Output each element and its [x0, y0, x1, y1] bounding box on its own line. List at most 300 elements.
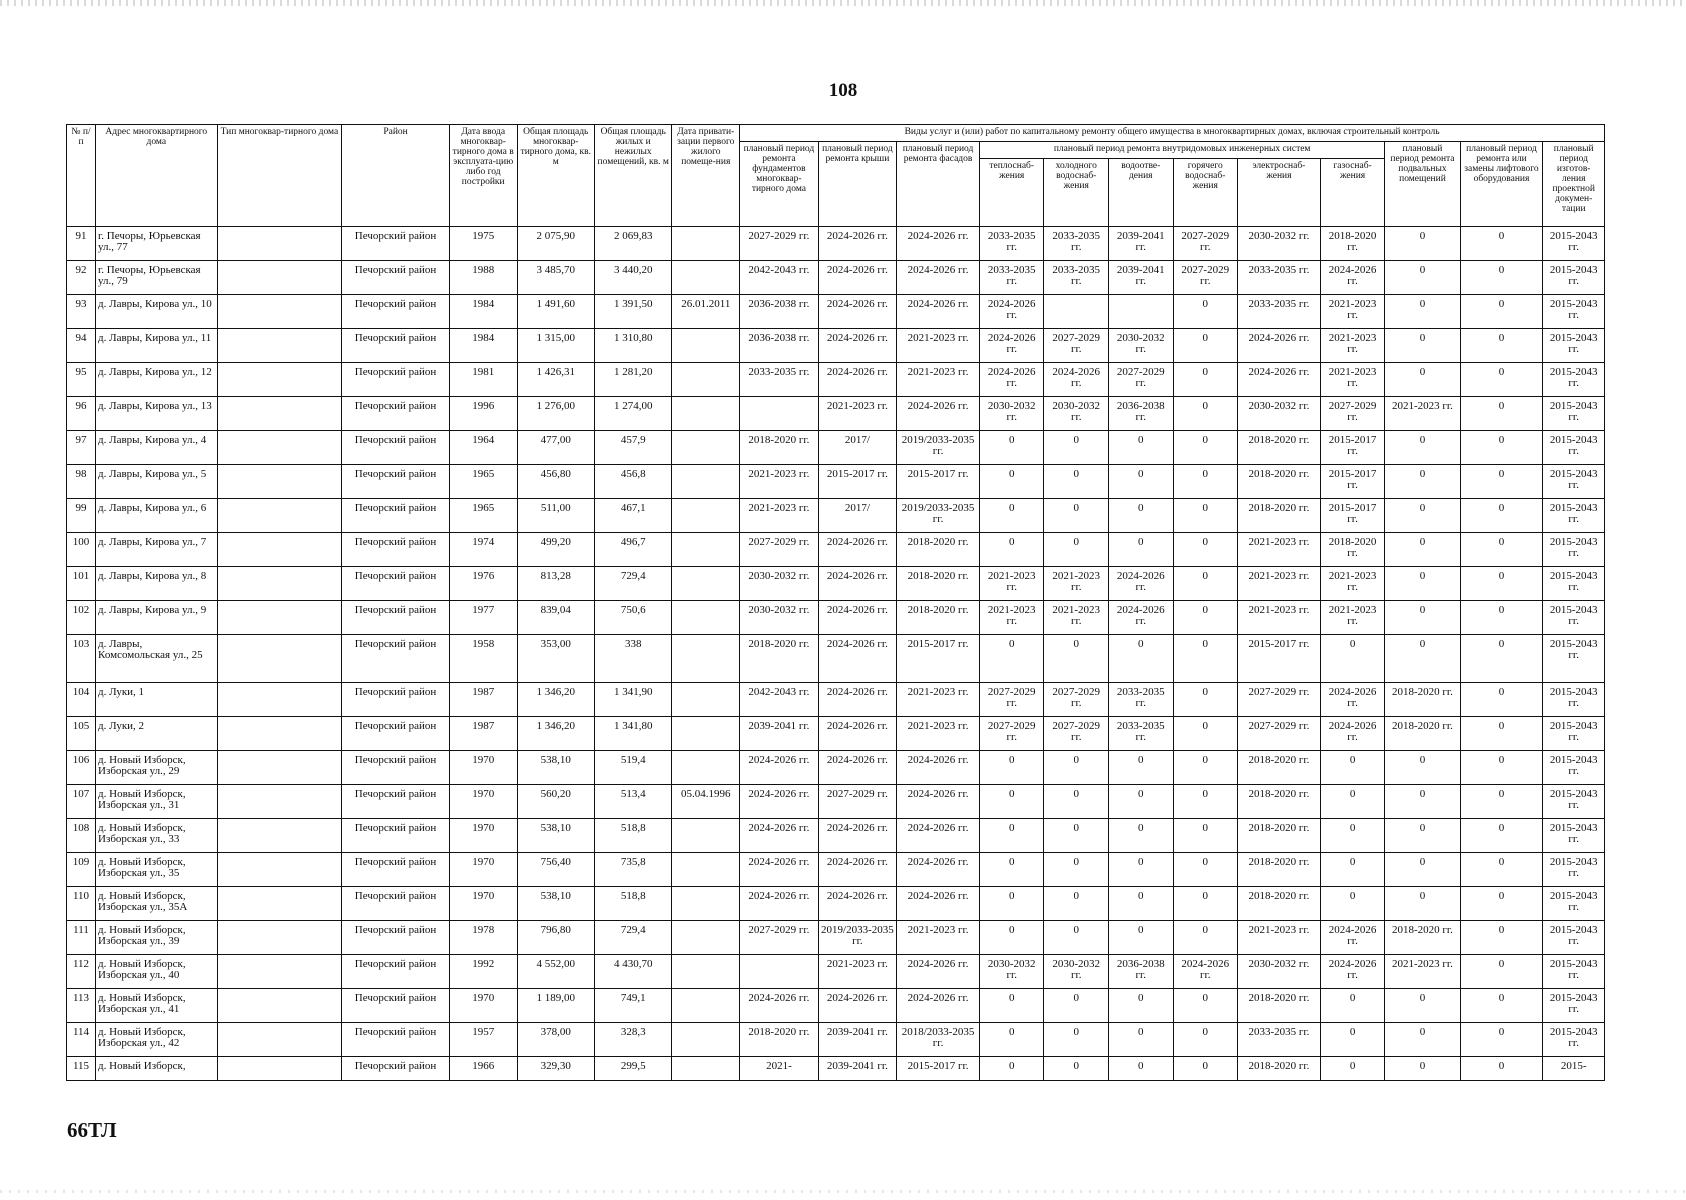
row-privatization-date-cell	[672, 363, 740, 397]
row-cold-water-cell: 2030-2032 гг.	[1044, 955, 1109, 989]
row-drainage-cell: 2024-2026 гг.	[1108, 601, 1173, 635]
row-design-docs-cell: 2015-2043 гг.	[1543, 567, 1605, 601]
row-hot-water-cell: 0	[1173, 363, 1238, 397]
row-house-type-cell	[217, 295, 342, 329]
row-commission-date-cell: 1977	[449, 601, 517, 635]
row-design-docs-cell: 2015-2043 гг.	[1543, 921, 1605, 955]
row-hot-water-cell: 0	[1173, 295, 1238, 329]
header-total-area: Общая площадь многоквар-тирного дома, кв. м	[517, 125, 594, 227]
row-address-cell: д. Новый Изборск, Изборская ул., 35А	[96, 887, 218, 921]
header-num: № п/п	[67, 125, 96, 227]
row-elevator-cell: 0	[1460, 363, 1543, 397]
row-district-cell: Печорский район	[342, 635, 450, 683]
header-engineering-group: плановый период ремонта внутридомовых инженерных систем	[979, 142, 1384, 159]
row-design-docs-cell: 2015-2043 гг.	[1543, 717, 1605, 751]
row-gas-cell: 0	[1320, 989, 1385, 1023]
row-living-area-cell: 750,6	[594, 601, 671, 635]
row-foundation-cell: 2024-2026 гг.	[740, 853, 819, 887]
row-gas-cell: 2024-2026 гг.	[1320, 261, 1385, 295]
row-electricity-cell: 2030-2032 гг.	[1238, 227, 1321, 261]
row-living-area-cell: 456,8	[594, 465, 671, 499]
row-foundation-cell: 2024-2026 гг.	[740, 751, 819, 785]
row-drainage-cell: 0	[1108, 431, 1173, 465]
row-num-cell: 115	[67, 1057, 96, 1081]
row-hot-water-cell: 0	[1173, 717, 1238, 751]
row-living-area-cell: 1 310,80	[594, 329, 671, 363]
row-gas-cell: 2024-2026 гг.	[1320, 921, 1385, 955]
row-commission-date-cell: 1981	[449, 363, 517, 397]
row-house-type-cell	[217, 567, 342, 601]
row-facade-cell: 2024-2026 гг.	[897, 853, 980, 887]
row-drainage-cell: 0	[1108, 853, 1173, 887]
row-facade-cell: 2024-2026 гг.	[897, 261, 980, 295]
table-row	[67, 635, 1605, 683]
row-electricity-cell: 2027-2029 гг.	[1238, 683, 1321, 717]
row-elevator-cell: 0	[1460, 989, 1543, 1023]
row-cold-water-cell: 0	[1044, 1057, 1109, 1081]
row-living-area-cell: 518,8	[594, 887, 671, 921]
row-roof-cell: 2015-2017 гг.	[818, 465, 897, 499]
row-design-docs-cell: 2015-2043 гг.	[1543, 955, 1605, 989]
row-gas-cell: 2024-2026 гг.	[1320, 717, 1385, 751]
row-design-docs-cell: 2015-2043 гг.	[1543, 751, 1605, 785]
row-district-cell: Печорский район	[342, 261, 450, 295]
row-living-area-cell: 2 069,83	[594, 227, 671, 261]
row-heating-cell: 0	[979, 533, 1044, 567]
row-gas-cell: 0	[1320, 751, 1385, 785]
row-commission-date-cell: 1970	[449, 819, 517, 853]
row-foundation-cell: 2024-2026 гг.	[740, 887, 819, 921]
row-foundation-cell: 2042-2043 гг.	[740, 683, 819, 717]
row-basement-cell: 0	[1385, 295, 1460, 329]
row-cold-water-cell: 2033-2035 гг.	[1044, 227, 1109, 261]
row-hot-water-cell: 0	[1173, 1057, 1238, 1081]
row-hot-water-cell: 0	[1173, 499, 1238, 533]
row-heating-cell: 0	[979, 465, 1044, 499]
row-total-area-cell: 2 075,90	[517, 227, 594, 261]
row-heating-cell: 0	[979, 635, 1044, 683]
row-cold-water-cell: 2027-2029 гг.	[1044, 329, 1109, 363]
row-house-type-cell	[217, 601, 342, 635]
header-elevator: плановый период ремонта или замены лифтового оборудования	[1460, 142, 1543, 227]
row-drainage-cell: 0	[1108, 819, 1173, 853]
row-basement-cell: 0	[1385, 785, 1460, 819]
table-row	[67, 465, 1605, 499]
row-heating-cell: 2033-2035 гг.	[979, 261, 1044, 295]
row-electricity-cell: 2018-2020 гг.	[1238, 499, 1321, 533]
row-electricity-cell: 2018-2020 гг.	[1238, 887, 1321, 921]
row-basement-cell: 0	[1385, 853, 1460, 887]
row-district-cell: Печорский район	[342, 955, 450, 989]
row-roof-cell: 2024-2026 гг.	[818, 295, 897, 329]
row-cold-water-cell: 2027-2029 гг.	[1044, 683, 1109, 717]
table-row	[67, 921, 1605, 955]
row-hot-water-cell: 0	[1173, 397, 1238, 431]
row-privatization-date-cell	[672, 227, 740, 261]
table-row	[67, 989, 1605, 1023]
row-privatization-date-cell	[672, 1057, 740, 1081]
row-design-docs-cell: 2015-2043 гг.	[1543, 431, 1605, 465]
row-district-cell: Печорский район	[342, 683, 450, 717]
row-drainage-cell: 0	[1108, 635, 1173, 683]
row-elevator-cell: 0	[1460, 635, 1543, 683]
row-design-docs-cell: 2015-2043 гг.	[1543, 683, 1605, 717]
header-cold-water: холодного водоснаб-жения	[1044, 159, 1109, 227]
row-drainage-cell: 2024-2026 гг.	[1108, 567, 1173, 601]
row-hot-water-cell: 0	[1173, 567, 1238, 601]
row-elevator-cell: 0	[1460, 261, 1543, 295]
row-total-area-cell: 499,20	[517, 533, 594, 567]
row-heating-cell: 2024-2026 гг.	[979, 295, 1044, 329]
header-drainage: водоотве-дения	[1108, 159, 1173, 227]
row-roof-cell: 2024-2026 гг.	[818, 363, 897, 397]
row-heating-cell: 0	[979, 499, 1044, 533]
table-row	[67, 533, 1605, 567]
row-gas-cell: 2021-2023 гг.	[1320, 295, 1385, 329]
row-house-type-cell	[217, 853, 342, 887]
row-num-cell: 107	[67, 785, 96, 819]
row-basement-cell: 2021-2023 гг.	[1385, 955, 1460, 989]
row-hot-water-cell: 0	[1173, 853, 1238, 887]
row-electricity-cell: 2021-2023 гг.	[1238, 921, 1321, 955]
row-living-area-cell: 457,9	[594, 431, 671, 465]
row-basement-cell: 0	[1385, 1023, 1460, 1057]
row-house-type-cell	[217, 785, 342, 819]
row-cold-water-cell: 0	[1044, 1023, 1109, 1057]
row-heating-cell: 0	[979, 1023, 1044, 1057]
row-address-cell: г. Печоры, Юрьевская ул., 77	[96, 227, 218, 261]
row-address-cell: д. Лавры, Кирова ул., 10	[96, 295, 218, 329]
row-house-type-cell	[217, 1023, 342, 1057]
header-design-docs: плановый период изготов-ления проектной докумен-тации	[1543, 142, 1605, 227]
row-cold-water-cell: 0	[1044, 533, 1109, 567]
row-address-cell: д. Новый Изборск, Изборская ул., 33	[96, 819, 218, 853]
row-electricity-cell: 2024-2026 гг.	[1238, 329, 1321, 363]
row-elevator-cell: 0	[1460, 683, 1543, 717]
row-elevator-cell: 0	[1460, 227, 1543, 261]
table-row	[67, 567, 1605, 601]
row-design-docs-cell: 2015-2043 гг.	[1543, 853, 1605, 887]
row-total-area-cell: 1 346,20	[517, 717, 594, 751]
row-hot-water-cell: 2027-2029 гг.	[1173, 227, 1238, 261]
row-electricity-cell: 2033-2035 гг.	[1238, 261, 1321, 295]
row-foundation-cell: 2027-2029 гг.	[740, 227, 819, 261]
row-facade-cell: 2021-2023 гг.	[897, 329, 980, 363]
row-num-cell: 91	[67, 227, 96, 261]
row-living-area-cell: 467,1	[594, 499, 671, 533]
row-commission-date-cell: 1988	[449, 261, 517, 295]
row-privatization-date-cell	[672, 431, 740, 465]
table-row	[67, 431, 1605, 465]
row-total-area-cell: 4 552,00	[517, 955, 594, 989]
header-foundation: плановый период ремонта фундаментов многоквар-тирного дома	[740, 142, 819, 227]
row-district-cell: Печорский район	[342, 431, 450, 465]
row-district-cell: Печорский район	[342, 717, 450, 751]
row-design-docs-cell: 2015-2043 гг.	[1543, 227, 1605, 261]
row-drainage-cell: 0	[1108, 1057, 1173, 1081]
row-living-area-cell: 1 281,20	[594, 363, 671, 397]
row-heating-cell: 0	[979, 819, 1044, 853]
row-num-cell: 92	[67, 261, 96, 295]
row-privatization-date-cell	[672, 989, 740, 1023]
row-elevator-cell: 0	[1460, 329, 1543, 363]
row-address-cell: д. Новый Изборск, Изборская ул., 31	[96, 785, 218, 819]
header-district: Район	[342, 125, 450, 227]
row-foundation-cell: 2030-2032 гг.	[740, 601, 819, 635]
row-basement-cell: 0	[1385, 887, 1460, 921]
row-commission-date-cell: 1966	[449, 1057, 517, 1081]
row-district-cell: Печорский район	[342, 887, 450, 921]
row-total-area-cell: 353,00	[517, 635, 594, 683]
row-address-cell: д. Новый Изборск, Изборская ул., 39	[96, 921, 218, 955]
row-foundation-cell: 2027-2029 гг.	[740, 533, 819, 567]
row-district-cell: Печорский район	[342, 227, 450, 261]
row-basement-cell: 0	[1385, 819, 1460, 853]
row-total-area-cell: 1 491,60	[517, 295, 594, 329]
row-total-area-cell: 538,10	[517, 887, 594, 921]
row-foundation-cell: 2018-2020 гг.	[740, 431, 819, 465]
row-address-cell: д. Луки, 1	[96, 683, 218, 717]
row-gas-cell: 2027-2029 гг.	[1320, 397, 1385, 431]
row-total-area-cell: 1 189,00	[517, 989, 594, 1023]
row-commission-date-cell: 1974	[449, 533, 517, 567]
row-electricity-cell: 2018-2020 гг.	[1238, 1057, 1321, 1081]
row-design-docs-cell: 2015-2043 гг.	[1543, 785, 1605, 819]
row-heating-cell: 2027-2029 гг.	[979, 683, 1044, 717]
row-heating-cell: 0	[979, 1057, 1044, 1081]
row-roof-cell: 2021-2023 гг.	[818, 955, 897, 989]
row-num-cell: 108	[67, 819, 96, 853]
row-electricity-cell: 2030-2032 гг.	[1238, 955, 1321, 989]
row-num-cell: 106	[67, 751, 96, 785]
row-commission-date-cell: 1970	[449, 989, 517, 1023]
row-living-area-cell: 518,8	[594, 819, 671, 853]
row-elevator-cell: 0	[1460, 955, 1543, 989]
row-electricity-cell: 2018-2020 гг.	[1238, 785, 1321, 819]
row-design-docs-cell: 2015-2043 гг.	[1543, 499, 1605, 533]
row-total-area-cell: 756,40	[517, 853, 594, 887]
header-electricity: электроснаб-жения	[1238, 159, 1321, 227]
row-roof-cell: 2017/	[818, 499, 897, 533]
scan-edge-top	[0, 0, 1686, 6]
row-gas-cell: 2015-2017 гг.	[1320, 499, 1385, 533]
row-num-cell: 114	[67, 1023, 96, 1057]
row-house-type-cell	[217, 683, 342, 717]
row-heating-cell: 0	[979, 431, 1044, 465]
row-roof-cell: 2024-2026 гг.	[818, 261, 897, 295]
row-total-area-cell: 511,00	[517, 499, 594, 533]
row-heating-cell: 0	[979, 989, 1044, 1023]
row-cold-water-cell: 0	[1044, 751, 1109, 785]
row-heating-cell: 0	[979, 853, 1044, 887]
row-drainage-cell: 0	[1108, 751, 1173, 785]
row-address-cell: д. Лавры, Кирова ул., 4	[96, 431, 218, 465]
row-district-cell: Печорский район	[342, 295, 450, 329]
row-design-docs-cell: 2015-2043 гг.	[1543, 887, 1605, 921]
row-electricity-cell: 2024-2026 гг.	[1238, 363, 1321, 397]
row-elevator-cell: 0	[1460, 1057, 1543, 1081]
row-district-cell: Печорский район	[342, 363, 450, 397]
row-num-cell: 98	[67, 465, 96, 499]
row-district-cell: Печорский район	[342, 853, 450, 887]
row-basement-cell: 0	[1385, 635, 1460, 683]
row-hot-water-cell: 0	[1173, 989, 1238, 1023]
row-basement-cell: 0	[1385, 329, 1460, 363]
row-district-cell: Печорский район	[342, 819, 450, 853]
row-district-cell: Печорский район	[342, 921, 450, 955]
row-design-docs-cell: 2015-2043 гг.	[1543, 397, 1605, 431]
row-house-type-cell	[217, 363, 342, 397]
row-foundation-cell: 2027-2029 гг.	[740, 921, 819, 955]
row-foundation-cell: 2030-2032 гг.	[740, 567, 819, 601]
table-row	[67, 601, 1605, 635]
row-drainage-cell: 2036-2038 гг.	[1108, 397, 1173, 431]
row-drainage-cell: 0	[1108, 887, 1173, 921]
row-elevator-cell: 0	[1460, 887, 1543, 921]
row-commission-date-cell: 1970	[449, 853, 517, 887]
row-facade-cell: 2018-2020 гг.	[897, 567, 980, 601]
header-house-type: Тип многоквар-тирного дома	[217, 125, 342, 227]
row-electricity-cell: 2018-2020 гг.	[1238, 751, 1321, 785]
row-basement-cell: 0	[1385, 601, 1460, 635]
row-foundation-cell: 2024-2026 гг.	[740, 989, 819, 1023]
table-body	[67, 227, 1605, 1081]
row-hot-water-cell: 0	[1173, 751, 1238, 785]
row-total-area-cell: 560,20	[517, 785, 594, 819]
row-electricity-cell: 2015-2017 гг.	[1238, 635, 1321, 683]
row-hot-water-cell: 0	[1173, 1023, 1238, 1057]
row-heating-cell: 2027-2029 гг.	[979, 717, 1044, 751]
row-foundation-cell: 2018-2020 гг.	[740, 635, 819, 683]
row-living-area-cell: 1 274,00	[594, 397, 671, 431]
row-district-cell: Печорский район	[342, 989, 450, 1023]
row-num-cell: 113	[67, 989, 96, 1023]
row-elevator-cell: 0	[1460, 465, 1543, 499]
row-privatization-date-cell	[672, 329, 740, 363]
row-address-cell: д. Лавры, Кирова ул., 8	[96, 567, 218, 601]
row-total-area-cell: 3 485,70	[517, 261, 594, 295]
row-electricity-cell: 2018-2020 гг.	[1238, 819, 1321, 853]
row-total-area-cell: 538,10	[517, 751, 594, 785]
table-row	[67, 295, 1605, 329]
row-hot-water-cell: 2024-2026 гг.	[1173, 955, 1238, 989]
row-total-area-cell: 813,28	[517, 567, 594, 601]
row-drainage-cell: 0	[1108, 465, 1173, 499]
row-elevator-cell: 0	[1460, 717, 1543, 751]
row-address-cell: д. Лавры, Кирова ул., 7	[96, 533, 218, 567]
row-gas-cell: 2021-2023 гг.	[1320, 363, 1385, 397]
table-row	[67, 751, 1605, 785]
row-foundation-cell: 2039-2041 гг.	[740, 717, 819, 751]
row-elevator-cell: 0	[1460, 295, 1543, 329]
row-basement-cell: 0	[1385, 465, 1460, 499]
row-electricity-cell: 2033-2035 гг.	[1238, 295, 1321, 329]
table-row	[67, 363, 1605, 397]
row-foundation-cell	[740, 955, 819, 989]
row-address-cell: д. Новый Изборск, Изборская ул., 42	[96, 1023, 218, 1057]
row-cold-water-cell: 0	[1044, 499, 1109, 533]
row-heating-cell: 2030-2032 гг.	[979, 397, 1044, 431]
row-hot-water-cell: 0	[1173, 601, 1238, 635]
row-num-cell: 101	[67, 567, 96, 601]
row-privatization-date-cell	[672, 853, 740, 887]
row-house-type-cell	[217, 1057, 342, 1081]
row-heating-cell: 2024-2026 гг.	[979, 329, 1044, 363]
row-district-cell: Печорский район	[342, 1023, 450, 1057]
header-hot-water: горячего водоснаб-жения	[1173, 159, 1238, 227]
row-house-type-cell	[217, 819, 342, 853]
row-facade-cell: 2024-2026 гг.	[897, 227, 980, 261]
row-heating-cell: 0	[979, 751, 1044, 785]
row-house-type-cell	[217, 989, 342, 1023]
row-total-area-cell: 378,00	[517, 1023, 594, 1057]
row-cold-water-cell	[1044, 295, 1109, 329]
row-elevator-cell: 0	[1460, 499, 1543, 533]
row-total-area-cell: 839,04	[517, 601, 594, 635]
row-hot-water-cell: 0	[1173, 887, 1238, 921]
row-living-area-cell: 3 440,20	[594, 261, 671, 295]
row-design-docs-cell: 2015-2043 гг.	[1543, 363, 1605, 397]
table-row	[67, 819, 1605, 853]
header-gas: газоснаб-жения	[1320, 159, 1385, 227]
row-elevator-cell: 0	[1460, 921, 1543, 955]
table-row	[67, 683, 1605, 717]
row-roof-cell: 2039-2041 гг.	[818, 1023, 897, 1057]
capital-repair-table	[66, 124, 1605, 1081]
row-living-area-cell: 729,4	[594, 567, 671, 601]
row-design-docs-cell: 2015-2043 гг.	[1543, 989, 1605, 1023]
row-privatization-date-cell	[672, 465, 740, 499]
row-elevator-cell: 0	[1460, 431, 1543, 465]
row-foundation-cell: 2042-2043 гг.	[740, 261, 819, 295]
row-roof-cell: 2027-2029 гг.	[818, 785, 897, 819]
row-total-area-cell: 796,80	[517, 921, 594, 955]
row-address-cell: д. Лавры, Кирова ул., 9	[96, 601, 218, 635]
header-basement: плановый период ремонта подвальных помещений	[1385, 142, 1460, 227]
row-privatization-date-cell	[672, 567, 740, 601]
row-design-docs-cell: 2015-2043 гг.	[1543, 1023, 1605, 1057]
row-roof-cell: 2024-2026 гг.	[818, 683, 897, 717]
row-district-cell: Печорский район	[342, 567, 450, 601]
table-row	[67, 261, 1605, 295]
row-gas-cell: 2021-2023 гг.	[1320, 601, 1385, 635]
row-num-cell: 105	[67, 717, 96, 751]
row-cold-water-cell: 2021-2023 гг.	[1044, 601, 1109, 635]
row-num-cell: 103	[67, 635, 96, 683]
row-design-docs-cell: 2015-2043 гг.	[1543, 819, 1605, 853]
row-cold-water-cell: 0	[1044, 853, 1109, 887]
row-commission-date-cell: 1984	[449, 329, 517, 363]
row-roof-cell: 2024-2026 гг.	[818, 329, 897, 363]
row-privatization-date-cell	[672, 955, 740, 989]
row-living-area-cell: 1 341,90	[594, 683, 671, 717]
row-privatization-date-cell	[672, 819, 740, 853]
row-elevator-cell: 0	[1460, 819, 1543, 853]
row-facade-cell: 2015-2017 гг.	[897, 635, 980, 683]
row-district-cell: Печорский район	[342, 397, 450, 431]
row-commission-date-cell: 1957	[449, 1023, 517, 1057]
row-district-cell: Печорский район	[342, 329, 450, 363]
row-living-area-cell: 328,3	[594, 1023, 671, 1057]
row-hot-water-cell: 2027-2029 гг.	[1173, 261, 1238, 295]
row-hot-water-cell: 0	[1173, 683, 1238, 717]
row-living-area-cell: 519,4	[594, 751, 671, 785]
row-cold-water-cell: 2030-2032 гг.	[1044, 397, 1109, 431]
row-basement-cell: 0	[1385, 751, 1460, 785]
row-district-cell: Печорский район	[342, 751, 450, 785]
table-row	[67, 785, 1605, 819]
header-roof: плановый период ремонта крыши	[818, 142, 897, 227]
